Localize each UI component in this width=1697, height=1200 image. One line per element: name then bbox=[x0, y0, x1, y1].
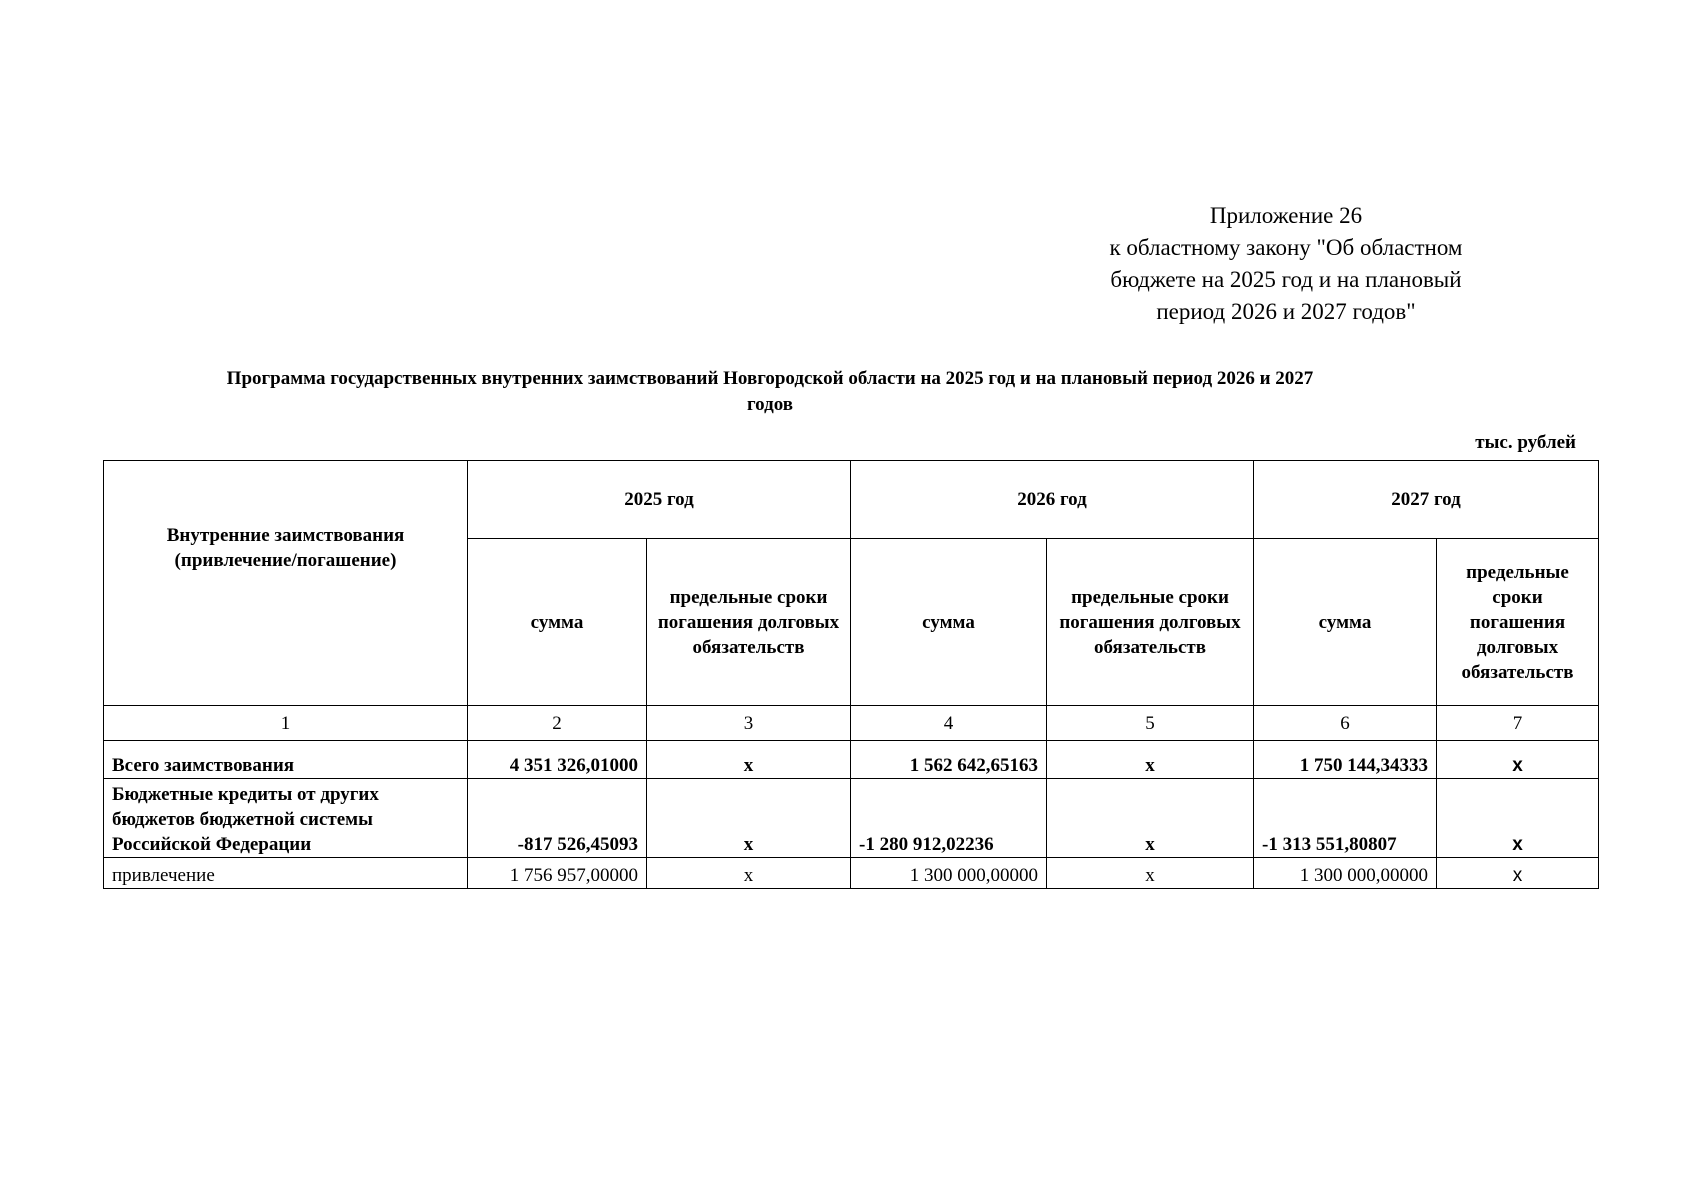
appendix-line: Приложение 26 bbox=[1209, 203, 1363, 228]
header-borrowings: Внутренние заимствования (привлечение/погашение) bbox=[104, 461, 468, 706]
row-label: Бюджетные кредиты от других бюджетов бюджетной системы Российской Федерации bbox=[104, 779, 468, 858]
sum-2027: 1 300 000,00000 bbox=[1254, 858, 1437, 889]
sum-2025: 4 351 326,01000 bbox=[468, 741, 647, 779]
term-2027: x bbox=[1437, 741, 1599, 779]
term-2027: x bbox=[1437, 779, 1599, 858]
table-header-row bbox=[104, 461, 1599, 539]
term-2027: x bbox=[1437, 858, 1599, 889]
header-year-2026: 2026 год bbox=[851, 461, 1254, 539]
header-year-2025: 2025 год bbox=[468, 461, 851, 539]
term-2026: х bbox=[1047, 741, 1254, 779]
document-title-line: Программа государственных внутренних заимствований Новгородской области на 2025 год и на плановый период 2026 и 2027 bbox=[226, 368, 1314, 389]
header-term-2025: предельные сроки погашения долговых обязательств bbox=[647, 539, 851, 706]
borrowing-program-table bbox=[103, 460, 1599, 889]
sum-2027: -1 313 551,80807 bbox=[1254, 779, 1437, 858]
table-row bbox=[104, 858, 1599, 889]
column-number: 6 bbox=[1254, 706, 1437, 741]
sum-2026: 1 300 000,00000 bbox=[851, 858, 1047, 889]
document-title bbox=[100, 366, 1440, 418]
column-number: 3 bbox=[647, 706, 851, 741]
term-2026: х bbox=[1047, 779, 1254, 858]
sum-2026: -1 280 912,02236 bbox=[851, 779, 1047, 858]
header-sum-2025: сумма bbox=[468, 539, 647, 706]
appendix-line: бюджете на 2025 год и на плановый bbox=[1110, 267, 1462, 292]
sum-2025: 1 756 957,00000 bbox=[468, 858, 647, 889]
term-2026: х bbox=[1047, 858, 1254, 889]
sum-2026: 1 562 642,65163 bbox=[851, 741, 1047, 779]
appendix-line: к областному закону "Об областном bbox=[1109, 235, 1463, 260]
term-2025: х bbox=[647, 858, 851, 889]
document-title-line: годов bbox=[746, 394, 793, 415]
header-term-2027: предельные сроки погашения долговых обязательств bbox=[1437, 539, 1599, 706]
appendix-line: период 2026 и 2027 годов" bbox=[1156, 299, 1416, 324]
appendix-note bbox=[1096, 200, 1476, 328]
header-sum-2027: сумма bbox=[1254, 539, 1437, 706]
header-term-2026: предельные сроки погашения долговых обязательств bbox=[1047, 539, 1254, 706]
table-row bbox=[104, 779, 1599, 858]
term-2025: х bbox=[647, 741, 851, 779]
row-label: привлечение bbox=[104, 858, 468, 889]
header-sum-2026: сумма bbox=[851, 539, 1047, 706]
sum-2025: -817 526,45093 bbox=[468, 779, 647, 858]
row-label: Всего заимствования bbox=[104, 741, 468, 779]
column-number: 7 bbox=[1437, 706, 1599, 741]
column-number-row bbox=[104, 706, 1599, 741]
column-number: 1 bbox=[104, 706, 468, 741]
column-number: 5 bbox=[1047, 706, 1254, 741]
header-year-2027: 2027 год bbox=[1254, 461, 1599, 539]
table-row bbox=[104, 741, 1599, 779]
sum-2027: 1 750 144,34333 bbox=[1254, 741, 1437, 779]
column-number: 2 bbox=[468, 706, 647, 741]
column-number: 4 bbox=[851, 706, 1047, 741]
units-label: тыс. рублей bbox=[1475, 432, 1576, 453]
term-2025: х bbox=[647, 779, 851, 858]
